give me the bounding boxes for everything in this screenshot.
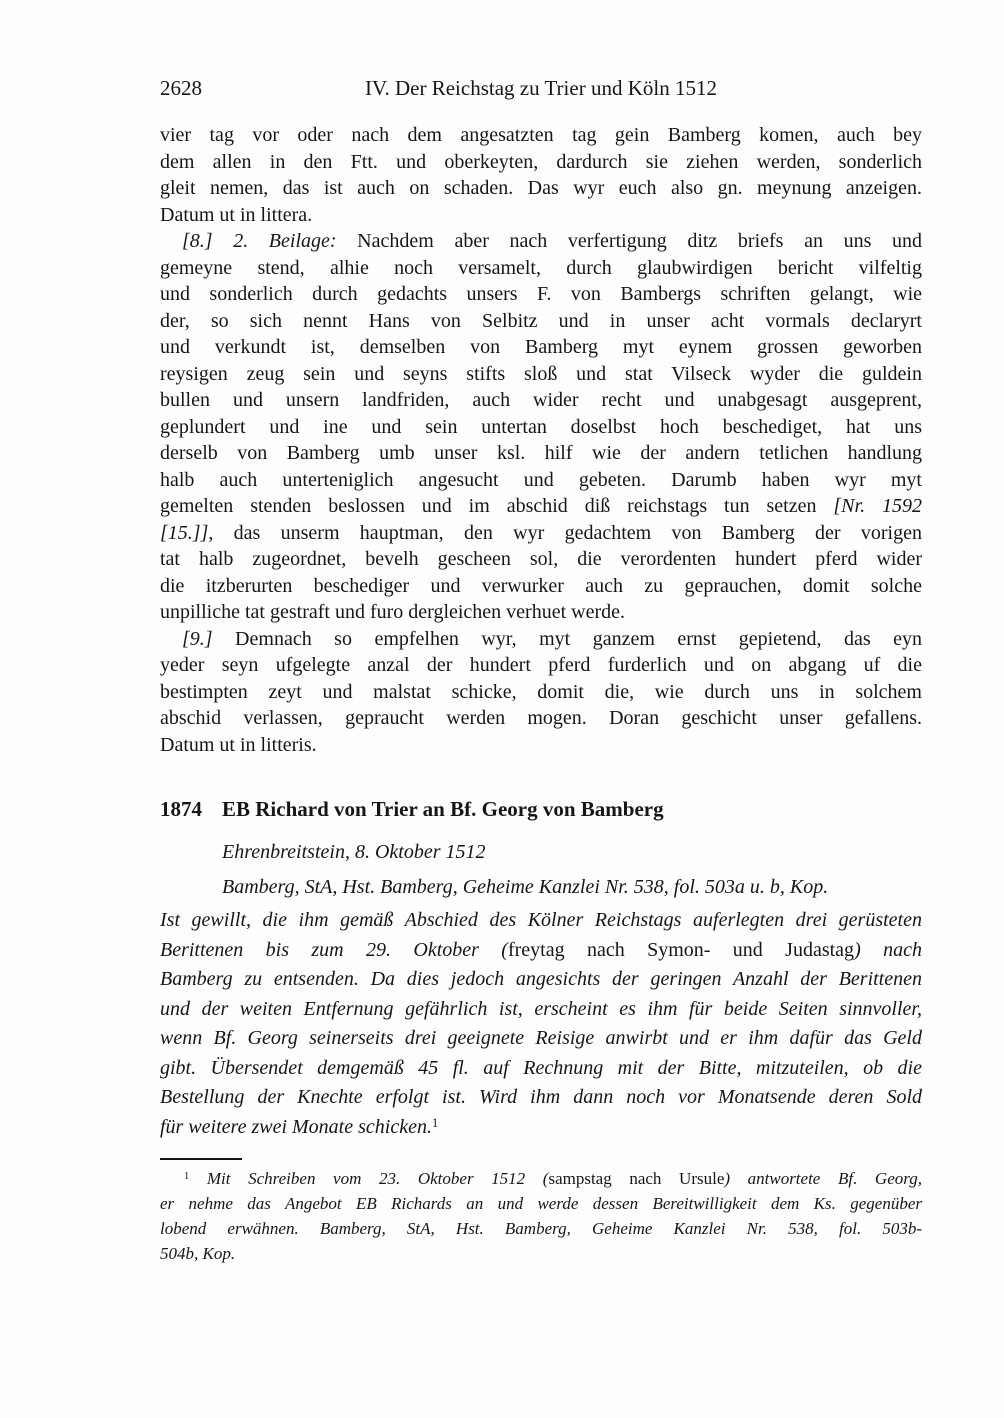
text-line: bestimpten zeyt und malstat schicke, domit die, wie durch uns in solchem	[160, 680, 922, 703]
entry-heading	[160, 797, 922, 822]
footnote	[160, 1166, 922, 1266]
text-line: für weitere zwei Monate schicken.$^1$	[160, 1115, 439, 1138]
text-line: [9.] Demnach so empfelhen wyr, myt ganzem ernst gepietend, das eyn	[182, 627, 922, 650]
text-line: lobend erwähnen. Bamberg, StA, Hst. Bamberg, Geheime Kanzlei Nr. 538, fol. 503b-	[160, 1219, 922, 1238]
running-head	[160, 76, 922, 101]
text-line: Datum ut in litteris.	[160, 733, 317, 756]
footnote-separator-rule	[160, 1158, 242, 1160]
text-line: $^1$ Mit Schreiben vom 23. Oktober 1512 (sampstag nach Ursule) antwortete Bf. Georg,	[184, 1169, 922, 1188]
text-line: derselb von Bamberg umb unser ksl. hilf wie der andern tetlichen handlung	[160, 442, 922, 464]
text-line: tat halb zugeordnet, bevelh gescheen sol, die verordenten hundert pferd wider	[160, 548, 922, 570]
body-paragraph	[160, 122, 922, 228]
text-line: er nehme das Angebot EB Richards an und werde dessen Bereitwilligkeit dem Ks. gegenüber	[160, 1194, 922, 1213]
text-line: gemelten stenden beslossen und im abschid diß reichstags tun setzen [Nr. 1592	[160, 495, 922, 517]
text-line: abschid verlassen, gepraucht werden mogen. Doran geschicht unser gefallens.	[160, 707, 922, 729]
superscript-footnote-marker: 1	[431, 1115, 439, 1130]
entry-number: 1874	[160, 797, 202, 821]
text-line: Ist gewillt, die ihm gemäß Abschied des Kölner Reichstags auferlegten drei gerüsteten	[160, 909, 922, 931]
text-line: und sonderlich durch gedachts unsers F. von Bambergs schriften gelangt, wie	[160, 283, 922, 305]
text-line: [8.] 2. Beilage: Nachdem aber nach verfertigung ditz briefs an uns und	[182, 230, 922, 252]
text-line: vier tag vor oder nach dem angesatzten tag gein Bamberg komen, auch bey	[160, 124, 922, 146]
body-text	[160, 122, 922, 758]
text-line: halb auch unterteniglich angesucht und gebeten. Darumb haben wyr myt	[160, 468, 922, 491]
body-paragraph	[160, 228, 922, 626]
running-title: IV. Der Reichstag zu Trier und Köln 1512	[365, 76, 717, 100]
superscript-footnote-marker: 1	[184, 1171, 190, 1183]
body-paragraph	[160, 626, 922, 759]
text-line: gibt. Übersendet demgemäß 45 fl. auf Rechnung mit der Bitte, mitzuteilen, ob die	[160, 1056, 922, 1079]
entry-summary	[160, 906, 922, 1142]
text-line: bullen und unsern landfriden, auch wider recht und unabgesagt ausgeprent,	[160, 389, 922, 411]
entry-source: Bamberg, StA, Hst. Bamberg, Geheime Kanzlei Nr. 538, fol. 503a u. b, Kop.	[222, 876, 829, 898]
entry-title: EB Richard von Trier an Bf. Georg von Bamberg	[222, 797, 664, 821]
text-line: gemeyne stend, alhie noch versamelt, durch glaubwirdigen bericht vilfeltig	[160, 256, 922, 279]
text-line: dem allen in den Ftt. und oberkeyten, dardurch sie ziehen werden, sonderlich	[160, 150, 922, 173]
text-line: yeder seyn ufgelegte anzal der hundert pferd furderlich und on abgang uf die	[160, 654, 922, 676]
text-line: und verkundt ist, demselben von Bamberg myt eynem grossen geworben	[160, 336, 922, 358]
text-line: wenn Bf. Georg seinerseits drei geeignete Reisige anwirbt und er ihm dafür das Geld	[160, 1027, 922, 1049]
entry-place-date: Ehrenbreitstein, 8. Oktober 1512	[222, 841, 486, 863]
text-line: Bamberg zu entsenden. Da dies jedoch angesichts der geringen Anzahl der Berittenen	[160, 968, 922, 990]
text-line: unpilliche tat gestraft und furo dergleichen verhuet werde.	[160, 601, 626, 623]
text-line: und der weiten Entfernung gefährlich ist, erscheint es ihm für beide Seiten sinnvoller,	[160, 997, 922, 1020]
text-line: der, so sich nennt Hans von Selbitz und in unser acht vormals declaryrt	[160, 309, 922, 332]
text-line: Berittenen bis zum 29. Oktober (freytag nach Symon- und Judastag) nach	[160, 938, 922, 961]
text-line: 504b, Kop.	[160, 1244, 236, 1263]
text-line: [15.]], das unserm hauptman, den wyr gedachtem von Bamberg der vorigen	[160, 521, 922, 544]
text-line: Bestellung der Knechte erfolgt ist. Wird ihm dann noch vor Monatsende deren Sold	[160, 1086, 922, 1108]
page-number: 2628	[160, 76, 202, 100]
text-line: geplundert und ine und sein untertan doselbst hoch beschediget, hat uns	[160, 415, 922, 438]
text-line: die itzberurten beschediger und verwurker auch zu geprauchen, domit solche	[160, 574, 922, 597]
text-line: Datum ut in littera.	[160, 203, 313, 226]
text-line: reysigen zeug sein und seyns stifts sloß und stat Vilseck wyder die guldein	[160, 362, 922, 385]
text-line: gleit nemen, das ist auch on schaden. Das wyr euch also gn. meynung anzeigen.	[160, 177, 922, 199]
